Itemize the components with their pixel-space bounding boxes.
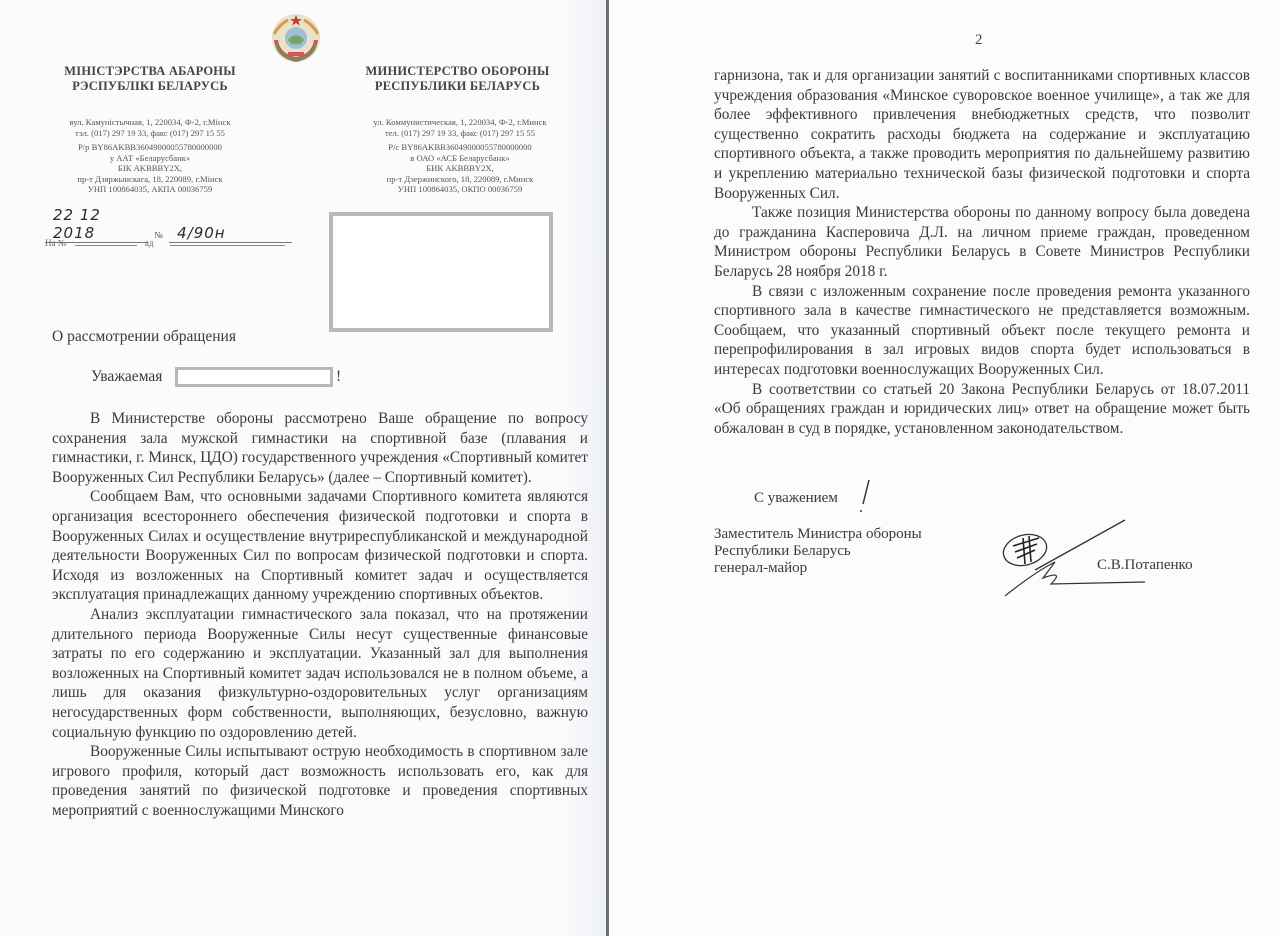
body-paragraph: Сообщаем Вам, что основными задачами Спортивного комитета являются организация всестороннего обеспечения физической подготовки и спорта в Вооруженных Силах и осуществление внутриреспубликанской и международной деятельности Вооруженных Сил по вопросам физической подготовки и спорта. Исходя из возложенных на Спортивный комитет задач и осуществляется эксплуатация принадлежащих данному учреждению спортивных объектов. [52, 488, 588, 604]
number-label: № [154, 230, 163, 240]
title-line: РЭСПУБЛІКІ БЕЛАРУСЬ [72, 79, 228, 93]
letter-date: 22 12 2018 [53, 206, 101, 242]
page-divider [606, 0, 609, 936]
reference-line [45, 238, 285, 248]
ministry-title-russian [355, 64, 560, 94]
title-line: МИНИСТЕРСТВО ОБОРОНЫ [365, 64, 550, 78]
signer-name: С.В.Потапенко [1097, 557, 1193, 573]
greeting-text: Уважаемая [91, 368, 163, 385]
bank-line: в ОАО «АСБ Беларусбанк» [410, 152, 510, 163]
handwritten-mark-icon [858, 478, 872, 514]
greeting-end: ! [336, 368, 342, 385]
body-paragraph: В Министерстве обороны рассмотрено Ваше обращение по вопросу сохранения зала мужской гимнастики на спортивной базе (плавания и гимнастики, г. Минск, ЦДО) государственного учреждения «Спортивный комитет Вооруженных Сил Республики Беларусь» (далее – Спортивный комитет). [52, 410, 588, 486]
ref-label: На № [45, 238, 67, 248]
title-line: МІНІСТЭРСТВА АБАРОНЫ [64, 64, 236, 78]
signer-line: генерал-майор [714, 560, 808, 576]
bank-line: пр-т Дзяржынскага, 18, 220089, г.Мінск [77, 173, 223, 184]
bank-line: у ААТ «Беларусбанк» [109, 152, 191, 163]
letter-page-1 [0, 0, 606, 936]
state-emblem-icon [270, 10, 322, 64]
phone-line: тел. (017) 297 19 33, факс (017) 297 15 55 [384, 127, 536, 138]
bank-line: БІК AKBBBY2X, [117, 163, 183, 173]
address-line: вул. Камуністычная, 1, 220034, Ф-2, г.Мінск [69, 117, 231, 127]
bank-line: УНП 100864035, ОКПО 00036759 [397, 184, 523, 194]
address-block-belarusian [30, 117, 270, 195]
body-paragraph: Анализ эксплуатации гимнастического зала показал, что на протяжении длительного периода Вооруженные Силы несут существенные финансовые затраты по его содержанию и эксплуатации. Указанный зал для выполнения возложенных на Спортивный комитет задач использовался не в полном объеме, а лишь для оказания физкультурно-оздоровительных услуг организациям негосударственных форм собственности, выполняющих, безусловно, важную социальную функцию по оздоровлению детей. [52, 605, 588, 741]
greeting-line [91, 368, 342, 386]
page-number: 2 [975, 32, 983, 48]
closing-phrase: С уважением [754, 490, 838, 506]
bank-line: БИК AKBBBY2X, [426, 163, 494, 173]
bank-line: Р/с BY86AKBB36049000055780000000 [388, 142, 532, 152]
address-line: ул. Коммунистическая, 1, 220034, Ф-2, г.Минск [373, 117, 547, 127]
body-paragraph: Также позиция Министерства обороны по данному вопросу была доведена до гражданина Касперовича Д.Л. на личном приеме граждан, проведенном Министром обороны Республики Беларусь в Совете Министров Республики Беларусь 28 ноября 2018 г. [714, 204, 1250, 280]
letter-body-page-2 [714, 66, 1250, 438]
letter-body-page-1 [52, 409, 588, 820]
body-paragraph-continuation: гарнизона, так и для организации занятий с воспитанниками спортивных классов учреждения образования «Минское суворовское военное училище», а так же для более эффективного привлечения внебюджетных средств, что позволит существенно сократить расходы бюджета на содержание и эксплуатацию спортивного объекта, а также проводить мероприятия по дальнейшему развитию и укреплению материально технической базы физической подготовки и спорта Вооруженных Сил. [714, 67, 1250, 202]
bank-line: пр-т Дзержинского, 18, 220089, г.Минск [386, 173, 534, 184]
redacted-recipient-name [175, 367, 333, 387]
bank-line: УНП 100864035, АКПА 00036759 [87, 184, 213, 194]
letter-subject: О рассмотрении обращения [52, 328, 236, 345]
bank-line: Р/р BY86AKBB36049000055780000000 [78, 142, 222, 152]
ref-from-label: ад [144, 238, 154, 248]
redacted-recipient-address [329, 212, 553, 332]
signer-line: Заместитель Министра обороны [714, 526, 922, 542]
signer-title [714, 526, 922, 577]
body-paragraph: В соответствии со статьей 20 Закона Республики Беларусь от 18.07.2011 «Об обращениях граждан и юридических лиц» ответ на обращение может быть обжалован в суд в порядке, установленном законодательством. [714, 380, 1250, 437]
address-block-russian [340, 117, 580, 195]
ministry-title-belarusian [55, 64, 245, 94]
signer-line: Республики Беларусь [714, 543, 851, 559]
letter-number: 4/90н [177, 224, 226, 242]
phone-line: тэл. (017) 297 19 33, факс (017) 297 15 55 [75, 127, 225, 138]
body-paragraph: Вооруженные Силы испытывают острую необходимость в спортивном зале игрового профиля, который даст возможность использовать его, как для проведения занятий по физической подготовке и проведения спортивных мероприятий с военнослужащими Минского [52, 743, 588, 819]
title-line: РЕСПУБЛИКИ БЕЛАРУСЬ [374, 79, 541, 93]
body-paragraph: В связи с изложенным сохранение после проведения ремонта указанного спортивного зала в качестве гимнастического не представляется возможным. Сообщаем, что указанный спортивный объект после текущего ремонта и перепрофилирования в зал игровых видов спорта будет использоваться в интересах подготовки военнослужащих Вооруженных Сил. [714, 282, 1250, 378]
